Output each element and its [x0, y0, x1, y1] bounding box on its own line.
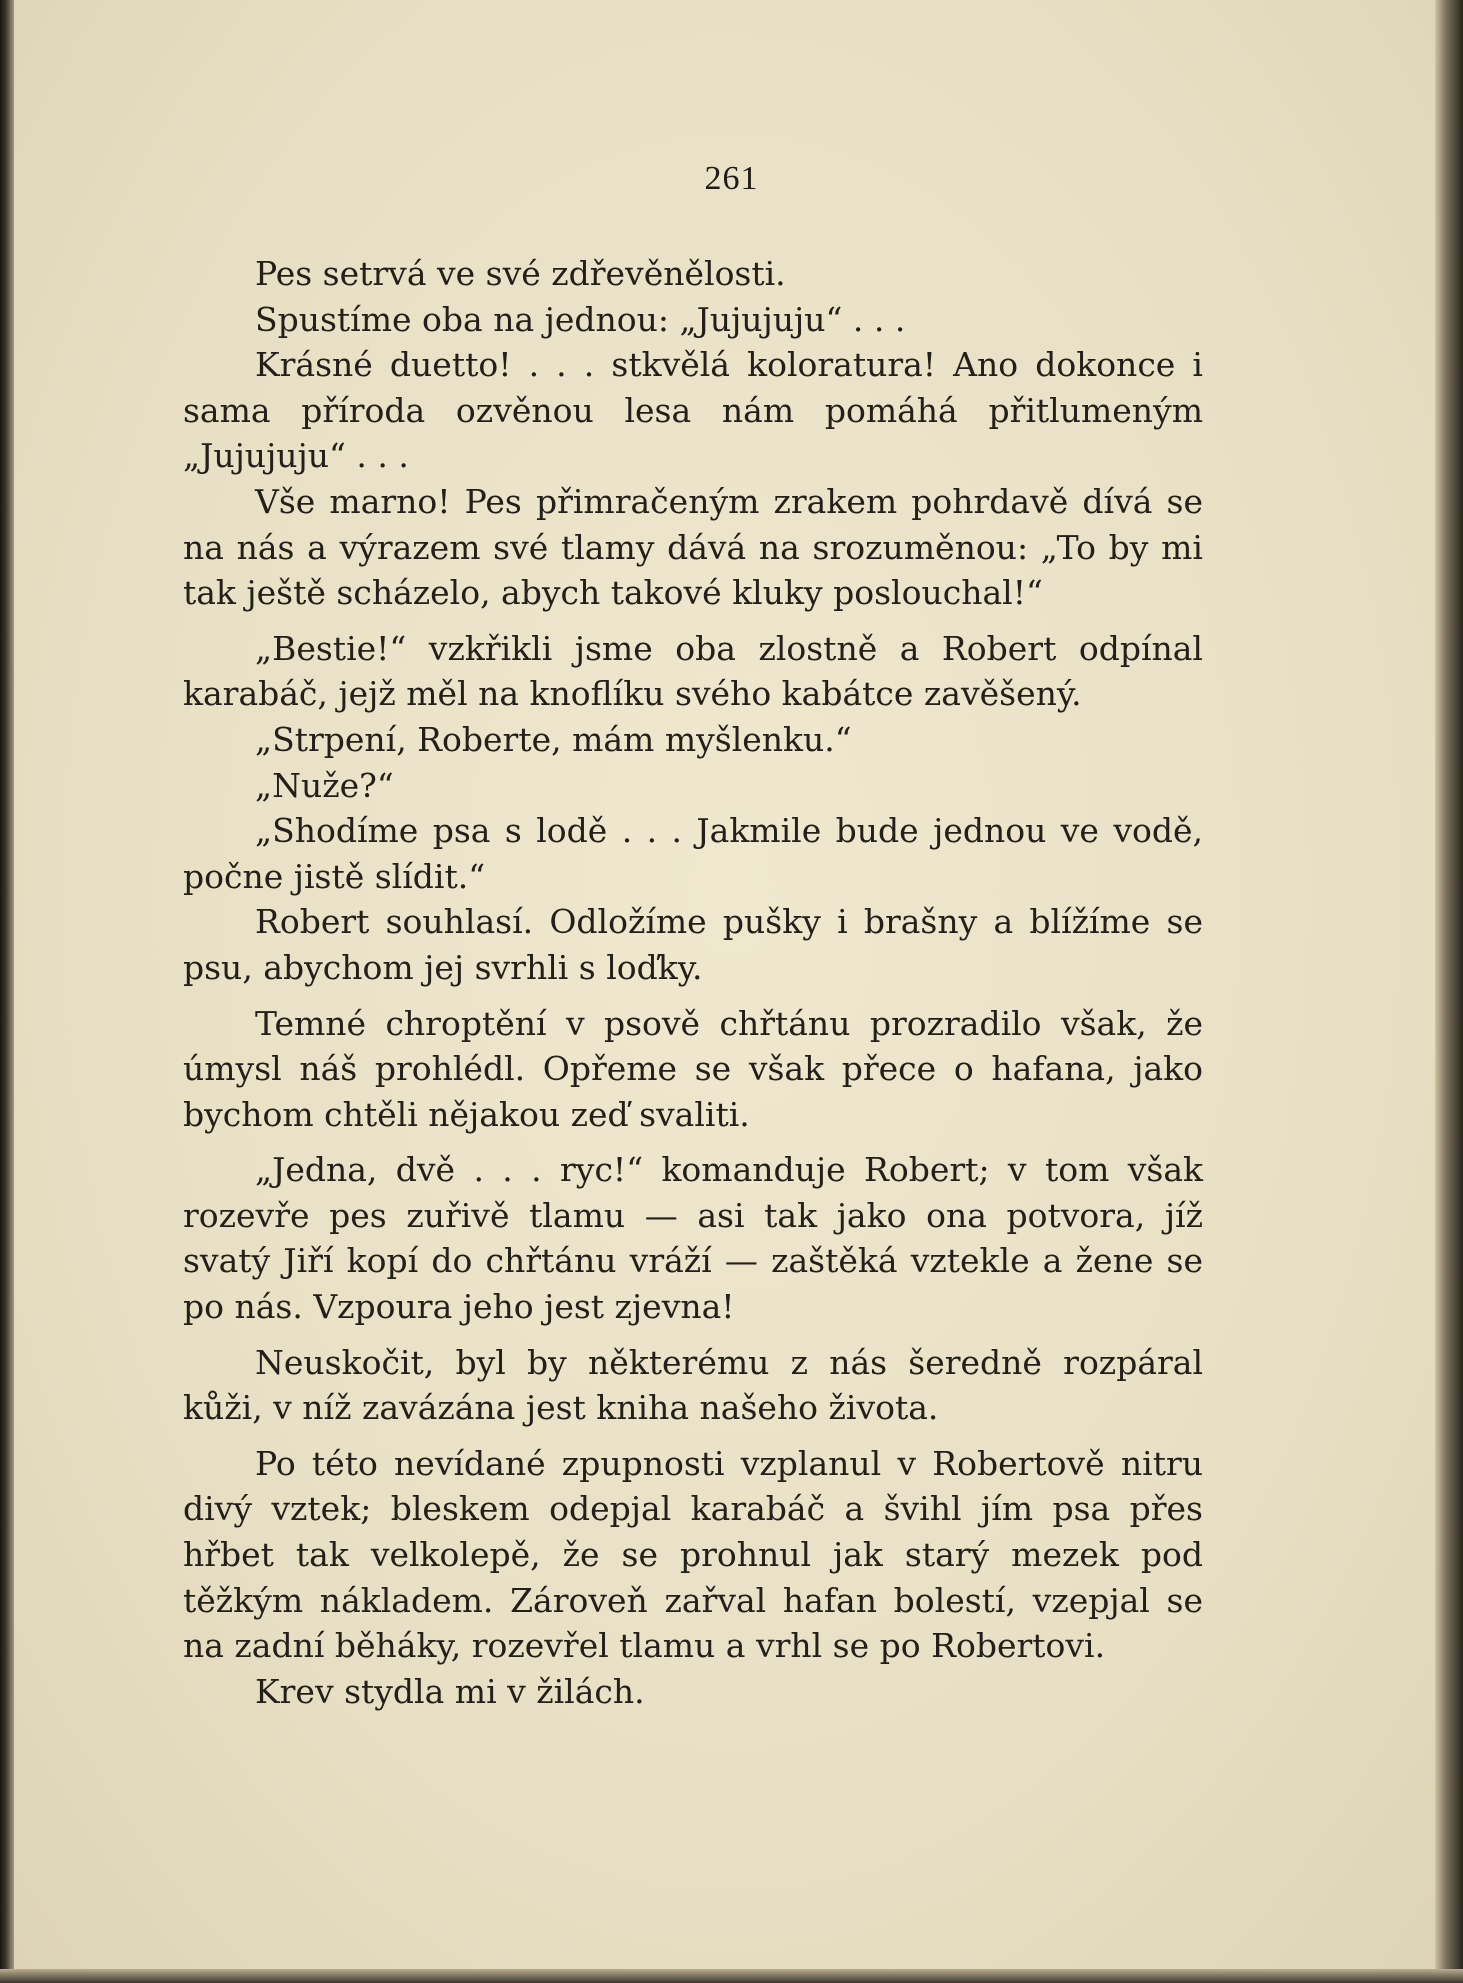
paragraph: Krev stydla mi v žilách. — [255, 1671, 645, 1711]
paragraph: „Jedna, dvě . . . ryc!“ komanduje Robert; v tom však rozevře pes zuřivě tlamu — asi tak jako ona potvora, jíž svatý Jiří kopí do chřtánu vráží — zaštěká vztekle a žene se po nás. Vzpoura jeho jest zjevna! — [183, 1150, 1203, 1327]
paragraph: Krásné duetto! . . . stkvělá koloratura! Ano dokonce i sama příroda ozvěnou lesa nám pomáhá přitlumeným „Jujujuju“ . . . — [183, 345, 1203, 476]
page-edge-right — [1435, 0, 1463, 1983]
page-number: 261 — [704, 160, 759, 197]
paragraph: „Bestie!“ vzkřikli jsme oba zlostně a Robert odpínal karabáč, jejž měl na knoflíku svého kabátce zavěšený. — [183, 628, 1203, 714]
paragraph: Vše marno! Pes přimračeným zrakem pohrdavě dívá se na nás a výrazem své tlamy dává na srozuměnou: „To by mi tak ještě scházelo, abych takové kluky poslouchal!“ — [183, 481, 1203, 613]
paragraph: Temné chroptění v psově chřtánu prozradilo však, že úmysl náš prohlédl. Opřeme se však přece o hafana, jako bychom chtěli nějakou zeď svaliti. — [183, 1003, 1203, 1134]
book-spine-shadow — [0, 0, 14, 1983]
page-body — [183, 251, 1203, 1714]
paragraph: „Strpení, Roberte, mám myšlenku.“ — [255, 719, 852, 759]
paragraph: Neuskočit, byl by některému z nás šeredně rozpáral kůži, v níž zavázána jest kniha našeho života. — [183, 1342, 1203, 1428]
paragraph: Pes setrvá ve své zdřevěnělosti. — [255, 254, 786, 293]
paragraph: „Nuže?“ — [255, 765, 394, 805]
paragraph: Spustíme oba na jednou: „Jujujuju“ . . . — [255, 299, 906, 339]
paragraph: Po této nevídané zpupnosti vzplanul v Robertově nitru divý vztek; bleskem odepjal karabáč a švihl jím psa přes hřbet tak velkolepě, že se prohnul jak starý mezek pod těžkým nákladem. Zároveň zařval hafan bolestí, vzepjal se na zadní běháky, rozevřel tlamu a vrhl se po Robertovi. — [183, 1443, 1203, 1666]
paragraph: Robert souhlasí. Odložíme pušky i brašny a blížíme se psu, abychom jej svrhli s loďky. — [183, 902, 1203, 987]
paragraph: „Shodíme psa s lodě . . . Jakmile bude jednou ve vodě, počne jistě slídit.“ — [183, 811, 1203, 896]
page-edge-bottom — [0, 1969, 1463, 1983]
